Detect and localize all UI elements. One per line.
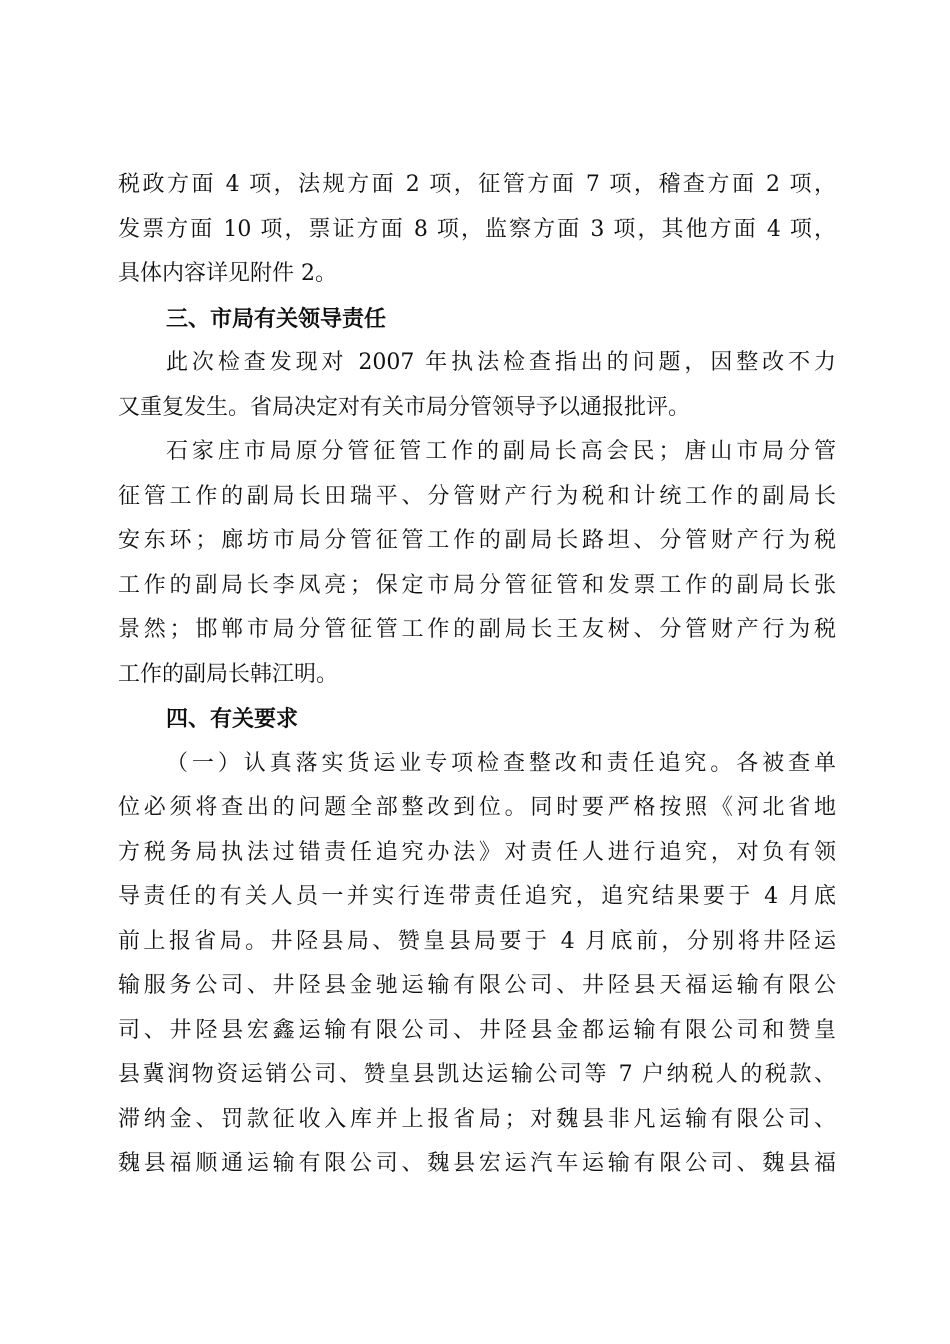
text-line: 前上报省局。井陉县局、赞皇县局要于 4 月底前，分别将井陉运 bbox=[118, 928, 836, 954]
section-heading-4: 四、有关要求 bbox=[166, 706, 299, 732]
text-line: 税政方面 4 项，法规方面 2 项，征管方面 7 项，稽查方面 2 项， bbox=[118, 172, 836, 197]
paragraph-leaders-list bbox=[118, 430, 836, 697]
text-line: 征管工作的副局长田瑞平、分管财产行为税和计统工作的副局长 bbox=[118, 483, 836, 509]
text-line: 景然；邯郸市局分管征管工作的副局长王友树、分管财产行为税 bbox=[118, 617, 836, 642]
paragraph-tax-items bbox=[118, 163, 836, 297]
text-line: 具体内容详见附件 2。 bbox=[118, 261, 337, 286]
text-line: 此次检查发现对 2007 年执法检查指出的问题，因整改不力 bbox=[166, 350, 836, 375]
text-line: 安东环；廊坊市局分管征管工作的副局长路坦、分管财产行为税 bbox=[118, 528, 836, 553]
text-line: 县冀润物资运销公司、赞皇县凯达运输公司等 7 户纳税人的税款、 bbox=[118, 1062, 836, 1087]
text-line: 石家庄市局原分管征管工作的副局长高会民；唐山市局分管 bbox=[166, 439, 836, 464]
text-line: 工作的副局长韩江明。 bbox=[118, 661, 339, 687]
paragraph-requirements-1 bbox=[118, 742, 836, 1187]
section-heading-3: 三、市局有关领导责任 bbox=[166, 305, 387, 332]
text-line: 魏县福顺通运输有限公司、魏县宏运汽车运输有限公司、魏县福 bbox=[118, 1151, 836, 1176]
text-line: （一）认真落实货运业专项检查整改和责任追究。各被查单 bbox=[166, 750, 836, 776]
paragraph-inspection-findings bbox=[118, 341, 836, 430]
text-line: 位必须将查出的问题全部整改到位。同时要严格按照《河北省地 bbox=[118, 795, 836, 820]
text-line: 导责任的有关人员一并实行连带责任追究，追究结果要于 4 月底 bbox=[118, 884, 836, 909]
text-line: 发票方面 10 项，票证方面 8 项，监察方面 3 项，其他方面 4 项， bbox=[118, 216, 836, 242]
text-line: 又重复发生。省局决定对有关市局分管领导予以通报批评。 bbox=[118, 394, 691, 420]
text-line: 输服务公司、井陉县金驰运输有限公司、井陉县天福运输有限公 bbox=[118, 973, 836, 998]
text-line: 滞纳金、罚款征收入库并上报省局；对魏县非凡运输有限公司、 bbox=[118, 1106, 836, 1132]
document-body bbox=[118, 163, 836, 1187]
text-line: 方税务局执法过错责任追究办法》对责任人进行追究，对负有领 bbox=[118, 839, 836, 865]
text-line: 工作的副局长李凤亮；保定市局分管征管和发票工作的副局长张 bbox=[118, 572, 836, 598]
text-line: 司、井陉县宏鑫运输有限公司、井陉县金都运输有限公司和赞皇 bbox=[118, 1017, 836, 1043]
